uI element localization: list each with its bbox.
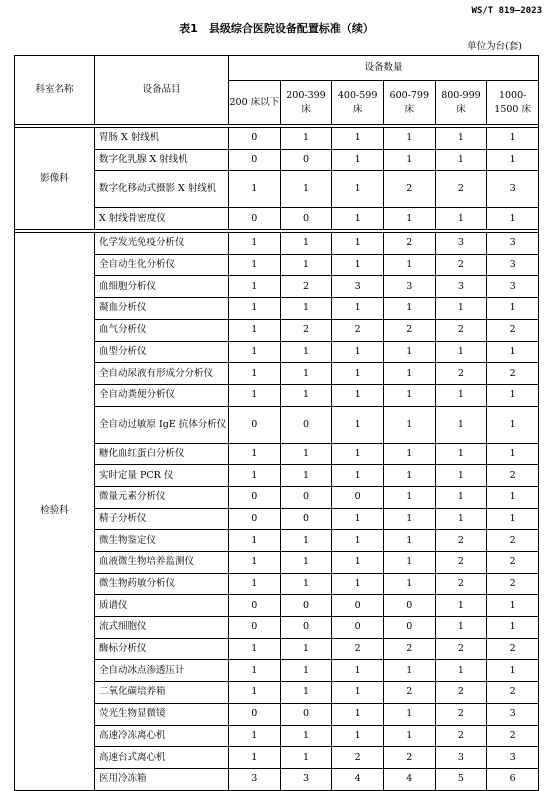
quantity-cell: 1 (332, 128, 384, 150)
quantity-cell: 1 (280, 725, 332, 747)
quantity-cell: 2 (487, 573, 539, 595)
quantity-cell: 1 (332, 406, 384, 443)
equipment-name: 二氧化碳培养箱 (95, 682, 229, 704)
quantity-cell: 1 (229, 363, 281, 385)
quantity-cell: 1 (383, 254, 435, 276)
quantity-cell: 1 (332, 573, 384, 595)
quantity-cell: 0 (280, 617, 332, 639)
equipment-table (14, 55, 539, 791)
quantity-cell: 1 (435, 208, 487, 230)
quantity-cell: 1 (280, 747, 332, 769)
quantity-cell: 1 (383, 725, 435, 747)
quantity-cell: 1 (487, 149, 539, 171)
quantity-cell: 1 (229, 682, 281, 704)
quantity-cell: 0 (280, 508, 332, 530)
quantity-cell: 2 (332, 638, 384, 660)
quantity-cell: 2 (487, 363, 539, 385)
quantity-cell: 1 (383, 384, 435, 406)
quantity-cell: 1 (229, 638, 281, 660)
quantity-cell: 4 (383, 768, 435, 790)
quantity-cell: 1 (280, 573, 332, 595)
quantity-cell: 2 (383, 171, 435, 208)
quantity-cell: 0 (280, 149, 332, 171)
quantity-cell: 1 (229, 319, 281, 341)
quantity-cell: 1 (229, 747, 281, 769)
quantity-cell: 1 (487, 595, 539, 617)
header-beds: 600-799 床 (383, 81, 435, 125)
header-row (15, 56, 539, 81)
quantity-cell: 2 (487, 682, 539, 704)
quantity-cell: 1 (332, 682, 384, 704)
quantity-cell: 2 (435, 363, 487, 385)
quantity-cell: 1 (383, 128, 435, 150)
quantity-cell: 1 (435, 149, 487, 171)
quantity-cell: 1 (332, 149, 384, 171)
quantity-cell: 0 (229, 595, 281, 617)
quantity-cell: 2 (435, 725, 487, 747)
quantity-cell: 1 (229, 573, 281, 595)
quantity-cell: 4 (332, 768, 384, 790)
quantity-cell: 2 (435, 638, 487, 660)
equipment-name: 流式细胞仪 (95, 617, 229, 639)
equipment-name: 全自动过敏原 IgE 抗体分析仪 (95, 406, 229, 443)
equipment-name: 微量元素分析仪 (95, 486, 229, 508)
quantity-cell: 1 (435, 443, 487, 465)
quantity-cell: 1 (229, 298, 281, 320)
quantity-cell: 1 (487, 384, 539, 406)
quantity-cell: 1 (229, 384, 281, 406)
quantity-cell: 1 (280, 363, 332, 385)
quantity-cell: 1 (383, 341, 435, 363)
quantity-cell: 2 (435, 682, 487, 704)
quantity-cell: 1 (229, 233, 281, 255)
quantity-cell: 1 (280, 298, 332, 320)
equipment-name: 血液微生物培养监测仪 (95, 552, 229, 574)
quantity-cell: 6 (487, 768, 539, 790)
quantity-cell: 1 (332, 363, 384, 385)
equipment-name: 胃肠 X 射线机 (95, 128, 229, 150)
equipment-name: 数字化移动式摄影 X 射线机 (95, 171, 229, 208)
quantity-cell: 2 (487, 465, 539, 487)
quantity-cell: 3 (435, 276, 487, 298)
equipment-name: 化学发光免疫分析仪 (95, 233, 229, 255)
quantity-cell: 2 (383, 682, 435, 704)
quantity-cell: 1 (435, 341, 487, 363)
quantity-cell: 3 (487, 747, 539, 769)
header-beds: 200-399 床 (280, 81, 332, 125)
quantity-cell: 0 (383, 617, 435, 639)
equipment-name: 凝血分析仪 (95, 298, 229, 320)
quantity-cell: 2 (383, 747, 435, 769)
quantity-cell: 3 (435, 747, 487, 769)
quantity-cell: 2 (332, 747, 384, 769)
quantity-cell: 0 (332, 595, 384, 617)
quantity-cell: 1 (383, 443, 435, 465)
equipment-name: 高速冷冻离心机 (95, 725, 229, 747)
quantity-cell: 2 (487, 552, 539, 574)
equipment-name: 血型分析仪 (95, 341, 229, 363)
quantity-cell: 1 (332, 703, 384, 725)
quantity-cell: 1 (383, 149, 435, 171)
quantity-cell: 1 (383, 508, 435, 530)
dept-name: 影像科 (15, 128, 95, 230)
quantity-cell: 0 (229, 508, 281, 530)
quantity-cell: 1 (229, 254, 281, 276)
quantity-cell: 1 (280, 341, 332, 363)
equipment-name: 全自动粪便分析仪 (95, 384, 229, 406)
unit-note: 单位为台(套) (467, 41, 522, 52)
quantity-cell: 1 (383, 573, 435, 595)
equipment-name: 高速台式离心机 (95, 747, 229, 769)
quantity-cell: 1 (332, 298, 384, 320)
quantity-cell: 1 (435, 660, 487, 682)
quantity-cell: 1 (487, 660, 539, 682)
quantity-cell: 2 (383, 319, 435, 341)
quantity-cell: 1 (332, 530, 384, 552)
quantity-cell: 0 (280, 703, 332, 725)
quantity-cell: 1 (435, 508, 487, 530)
table-row (15, 233, 539, 255)
quantity-cell: 1 (280, 660, 332, 682)
quantity-cell: 1 (435, 384, 487, 406)
header-beds: 800-999 床 (435, 81, 487, 125)
equipment-name: 全自动尿液有形成分分析仪 (95, 363, 229, 385)
quantity-cell: 3 (383, 276, 435, 298)
quantity-cell: 1 (280, 443, 332, 465)
quantity-cell: 2 (435, 319, 487, 341)
quantity-cell: 1 (435, 617, 487, 639)
quantity-cell: 0 (229, 617, 281, 639)
equipment-name: 精子分析仪 (95, 508, 229, 530)
equipment-name: 糖化血红蛋白分析仪 (95, 443, 229, 465)
equipment-name: 微生物药敏分析仪 (95, 573, 229, 595)
quantity-cell: 3 (487, 254, 539, 276)
quantity-cell: 1 (435, 128, 487, 150)
quantity-cell: 0 (229, 486, 281, 508)
header-dept: 科室名称 (15, 56, 95, 125)
quantity-cell: 1 (383, 363, 435, 385)
quantity-cell: 0 (229, 128, 281, 150)
quantity-cell: 1 (332, 552, 384, 574)
header-beds: 400-599 床 (332, 81, 384, 125)
quantity-cell: 0 (332, 486, 384, 508)
header-beds: 200 床以下 (229, 81, 281, 125)
quantity-cell: 2 (435, 552, 487, 574)
quantity-cell: 1 (229, 341, 281, 363)
quantity-cell: 1 (280, 233, 332, 255)
quantity-cell: 1 (280, 171, 332, 208)
quantity-cell: 1 (383, 208, 435, 230)
quantity-cell: 2 (435, 254, 487, 276)
quantity-cell: 2 (487, 319, 539, 341)
quantity-cell: 1 (435, 465, 487, 487)
quantity-cell: 1 (383, 703, 435, 725)
equipment-name: 数字化乳腺 X 射线机 (95, 149, 229, 171)
quantity-cell: 1 (435, 298, 487, 320)
quantity-cell: 1 (487, 341, 539, 363)
quantity-cell: 0 (229, 703, 281, 725)
standard-code: WS/T 819—2023 (471, 6, 542, 16)
quantity-cell: 1 (487, 128, 539, 150)
equipment-name: 全自动冰点渗透压计 (95, 660, 229, 682)
quantity-cell: 1 (487, 298, 539, 320)
table-title: 表1 县级综合医院设备配置标准（续） (179, 22, 374, 35)
quantity-cell: 1 (280, 638, 332, 660)
quantity-cell: 3 (487, 233, 539, 255)
quantity-cell: 1 (229, 276, 281, 298)
quantity-cell: 1 (383, 486, 435, 508)
quantity-cell: 1 (332, 208, 384, 230)
quantity-cell: 0 (280, 208, 332, 230)
quantity-cell: 1 (487, 486, 539, 508)
quantity-cell: 1 (332, 725, 384, 747)
quantity-cell: 3 (332, 276, 384, 298)
quantity-cell: 1 (383, 465, 435, 487)
quantity-cell: 1 (487, 443, 539, 465)
quantity-cell: 0 (280, 406, 332, 443)
header-beds: 1000-1500 床 (487, 81, 539, 125)
quantity-cell: 1 (332, 384, 384, 406)
quantity-cell: 0 (229, 208, 281, 230)
equipment-name: 荧光生物显微镜 (95, 703, 229, 725)
quantity-cell: 3 (280, 768, 332, 790)
quantity-cell: 1 (435, 486, 487, 508)
quantity-cell: 3 (487, 703, 539, 725)
quantity-cell: 1 (332, 233, 384, 255)
quantity-cell: 1 (229, 660, 281, 682)
quantity-cell: 5 (435, 768, 487, 790)
quantity-cell: 2 (487, 638, 539, 660)
quantity-cell: 1 (332, 171, 384, 208)
quantity-cell: 1 (280, 254, 332, 276)
quantity-cell: 0 (229, 149, 281, 171)
quantity-cell: 1 (487, 508, 539, 530)
quantity-cell: 1 (383, 298, 435, 320)
quantity-cell: 1 (229, 725, 281, 747)
quantity-cell: 1 (229, 171, 281, 208)
quantity-cell: 3 (229, 768, 281, 790)
quantity-cell: 0 (229, 406, 281, 443)
header-qty: 设备数量 (229, 56, 539, 81)
quantity-cell: 1 (280, 682, 332, 704)
equipment-name: 微生物鉴定仪 (95, 530, 229, 552)
quantity-cell: 1 (487, 406, 539, 443)
quantity-cell: 2 (383, 638, 435, 660)
quantity-cell: 1 (332, 660, 384, 682)
equipment-name: 质谱仪 (95, 595, 229, 617)
quantity-cell: 0 (383, 595, 435, 617)
quantity-cell: 2 (435, 703, 487, 725)
quantity-cell: 1 (435, 406, 487, 443)
quantity-cell: 2 (435, 530, 487, 552)
quantity-cell: 1 (229, 465, 281, 487)
quantity-cell: 1 (332, 254, 384, 276)
quantity-cell: 1 (332, 443, 384, 465)
quantity-cell: 2 (487, 530, 539, 552)
quantity-cell: 1 (332, 341, 384, 363)
equipment-name: 血细胞分析仪 (95, 276, 229, 298)
quantity-cell: 2 (332, 319, 384, 341)
quantity-cell: 1 (229, 552, 281, 574)
quantity-cell: 1 (487, 617, 539, 639)
equipment-name: 实时定量 PCR 仪 (95, 465, 229, 487)
quantity-cell: 1 (435, 595, 487, 617)
quantity-cell: 2 (435, 573, 487, 595)
quantity-cell: 1 (332, 465, 384, 487)
quantity-cell: 3 (487, 171, 539, 208)
quantity-cell: 2 (383, 233, 435, 255)
quantity-cell: 1 (383, 406, 435, 443)
quantity-cell: 1 (280, 552, 332, 574)
quantity-cell: 0 (332, 617, 384, 639)
equipment-name: 全自动生化分析仪 (95, 254, 229, 276)
equipment-name: 酶标分析仪 (95, 638, 229, 660)
quantity-cell: 0 (280, 595, 332, 617)
quantity-cell: 3 (435, 233, 487, 255)
quantity-cell: 1 (280, 465, 332, 487)
quantity-cell: 2 (280, 319, 332, 341)
header-item: 设备品目 (95, 56, 229, 125)
quantity-cell: 2 (435, 171, 487, 208)
quantity-cell: 1 (383, 530, 435, 552)
quantity-cell: 1 (332, 508, 384, 530)
quantity-cell: 1 (487, 208, 539, 230)
quantity-cell: 1 (280, 384, 332, 406)
quantity-cell: 1 (280, 530, 332, 552)
quantity-cell: 1 (229, 530, 281, 552)
quantity-cell: 1 (229, 443, 281, 465)
quantity-cell: 2 (487, 725, 539, 747)
quantity-cell: 1 (383, 552, 435, 574)
dept-name: 检验科 (15, 233, 95, 791)
equipment-name: 血气分析仪 (95, 319, 229, 341)
equipment-name: 医用冷冻箱 (95, 768, 229, 790)
quantity-cell: 0 (280, 486, 332, 508)
quantity-cell: 1 (280, 128, 332, 150)
quantity-cell: 3 (487, 276, 539, 298)
table-row (15, 128, 539, 150)
equipment-name: X 射线骨密度仪 (95, 208, 229, 230)
quantity-cell: 1 (383, 660, 435, 682)
quantity-cell: 2 (280, 276, 332, 298)
